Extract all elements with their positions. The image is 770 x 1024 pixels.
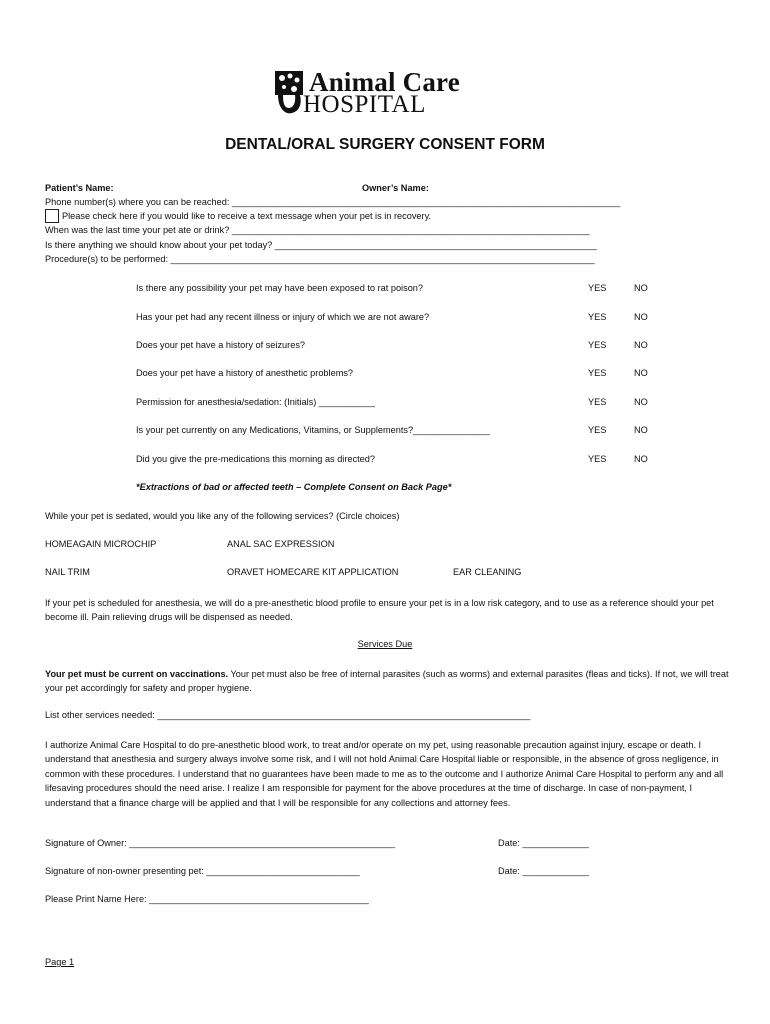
question-text: Does your pet have a history of anesthetic problems? — [136, 368, 354, 378]
answer-no[interactable]: NO — [634, 425, 648, 435]
vaccination-paragraph — [45, 667, 730, 696]
question-text: Permission for anesthesia/sedation: (Initials) ___________ — [136, 397, 376, 407]
vaccination-details: Your pet must also be free of internal parasites (such as worms) and external parasites (fleas and ticks). If not, we will treat your pet accordingly for safety and proper hygiene. — [45, 669, 729, 694]
service-oravet-kit[interactable]: ORAVET HOMECARE KIT APPLICATION — [227, 567, 399, 577]
services-prompt: While your pet is sedated, would you like any of the following services? (Circle choices) — [45, 511, 400, 521]
answer-yes[interactable]: YES — [588, 283, 607, 293]
logo-text-line1: Animal Care — [309, 67, 460, 97]
service-ear-cleaning[interactable]: EAR CLEANING — [453, 567, 522, 577]
answer-no[interactable]: NO — [634, 312, 648, 322]
print-name-field[interactable]: Please Print Name Here: ___________________________________________ — [45, 894, 369, 904]
hospital-logo — [274, 69, 498, 117]
authorization-paragraph: I authorize Animal Care Hospital to do pre-anesthetic blood work, to treat and/or operate on my pet, using reasonable precaution against injury, escape or death. I understand that anesthesia and surgery always involve some risk, and I will not hold Animal Care Hospital liable or responsible, in the absence of gross negligence, in common with these procedures. I understand that no guarantees have been made to me as to the outcome and I authorize Animal Care Hospital to perform any and all lifesaving procedures should the need arise. I realize I am responsible for payment for the above procedures at the time of discharge. In case of non-payment, I understand that a finance charge will be applied and that I will be responsible for any collections and attorney fees. — [45, 740, 724, 808]
owner-name-label: Owner’s Name: — [362, 183, 429, 193]
text-message-checkbox[interactable] — [45, 209, 59, 223]
answer-yes[interactable]: YES — [588, 312, 607, 322]
answer-yes[interactable]: YES — [588, 368, 607, 378]
last-ate-field[interactable]: When was the last time your pet ate or drink? ______________________________________________________________________ — [45, 225, 590, 235]
nonowner-date-field[interactable]: Date: _____________ — [498, 866, 589, 876]
vaccination-requirement: Your pet must be current on vaccinations. — [45, 669, 229, 679]
services-due-heading: Services Due — [357, 639, 413, 649]
service-nail-trim[interactable]: NAIL TRIM — [45, 567, 90, 577]
answer-yes[interactable]: YES — [588, 340, 607, 350]
question-text: Is your pet currently on any Medications, Vitamins, or Supplements?_______________ — [136, 425, 490, 435]
answer-no[interactable]: NO — [634, 397, 648, 407]
other-services-field[interactable]: List other services needed: _________________________________________________________________________ — [45, 710, 531, 720]
bloodwork-paragraph: If your pet is scheduled for anesthesia, we will do a pre-anesthetic blood profile to ensure your pet is in a low risk category, and to use as a reference should your pet become ill. Pain relieving drugs will be dispensed as needed. — [45, 598, 714, 623]
service-anal-sac-expression[interactable]: ANAL SAC EXPRESSION — [227, 539, 335, 549]
logo-text-line2: HOSPITAL — [303, 91, 426, 118]
extractions-note: *Extractions of bad or affected teeth – Complete Consent on Back Page* — [136, 482, 452, 492]
anything-to-know-field[interactable]: Is there anything we should know about your pet today? _______________________________________________________________ — [45, 240, 597, 250]
answer-yes[interactable]: YES — [588, 397, 607, 407]
text-message-label: Please check here if you would like to receive a text message when your pet is in recovery. — [62, 211, 432, 221]
answer-no[interactable]: NO — [634, 368, 648, 378]
question-text: Did you give the pre-medications this morning as directed? — [136, 454, 375, 464]
procedures-field[interactable]: Procedure(s) to be performed: ___________________________________________________________________________________ — [45, 254, 595, 264]
question-text: Has your pet had any recent illness or injury of which we are not aware? — [136, 312, 430, 322]
answer-no[interactable]: NO — [634, 283, 648, 293]
form-title: DENTAL/ORAL SURGERY CONSENT FORM — [225, 136, 545, 153]
phone-number-field[interactable]: Phone number(s) where you can be reached: ____________________________________________________________________________ — [45, 197, 621, 207]
owner-date-field[interactable]: Date: _____________ — [498, 838, 589, 848]
page-number: Page 1 — [45, 957, 75, 967]
nonowner-signature-field[interactable]: Signature of non-owner presenting pet: ______________________________ — [45, 866, 360, 876]
question-text: Is there any possibility your pet may have been exposed to rat poison? — [136, 283, 424, 293]
owner-signature-field[interactable]: Signature of Owner: ____________________________________________________ — [45, 838, 395, 848]
answer-yes[interactable]: YES — [588, 454, 607, 464]
patient-name-label: Patient’s Name: — [45, 183, 114, 193]
animal-logo-icon — [274, 69, 304, 115]
question-text: Does your pet have a history of seizures? — [136, 340, 306, 350]
service-homeagain-microchip[interactable]: HOMEAGAIN MICROCHIP — [45, 539, 157, 549]
answer-yes[interactable]: YES — [588, 425, 607, 435]
answer-no[interactable]: NO — [634, 340, 648, 350]
answer-no[interactable]: NO — [634, 454, 648, 464]
